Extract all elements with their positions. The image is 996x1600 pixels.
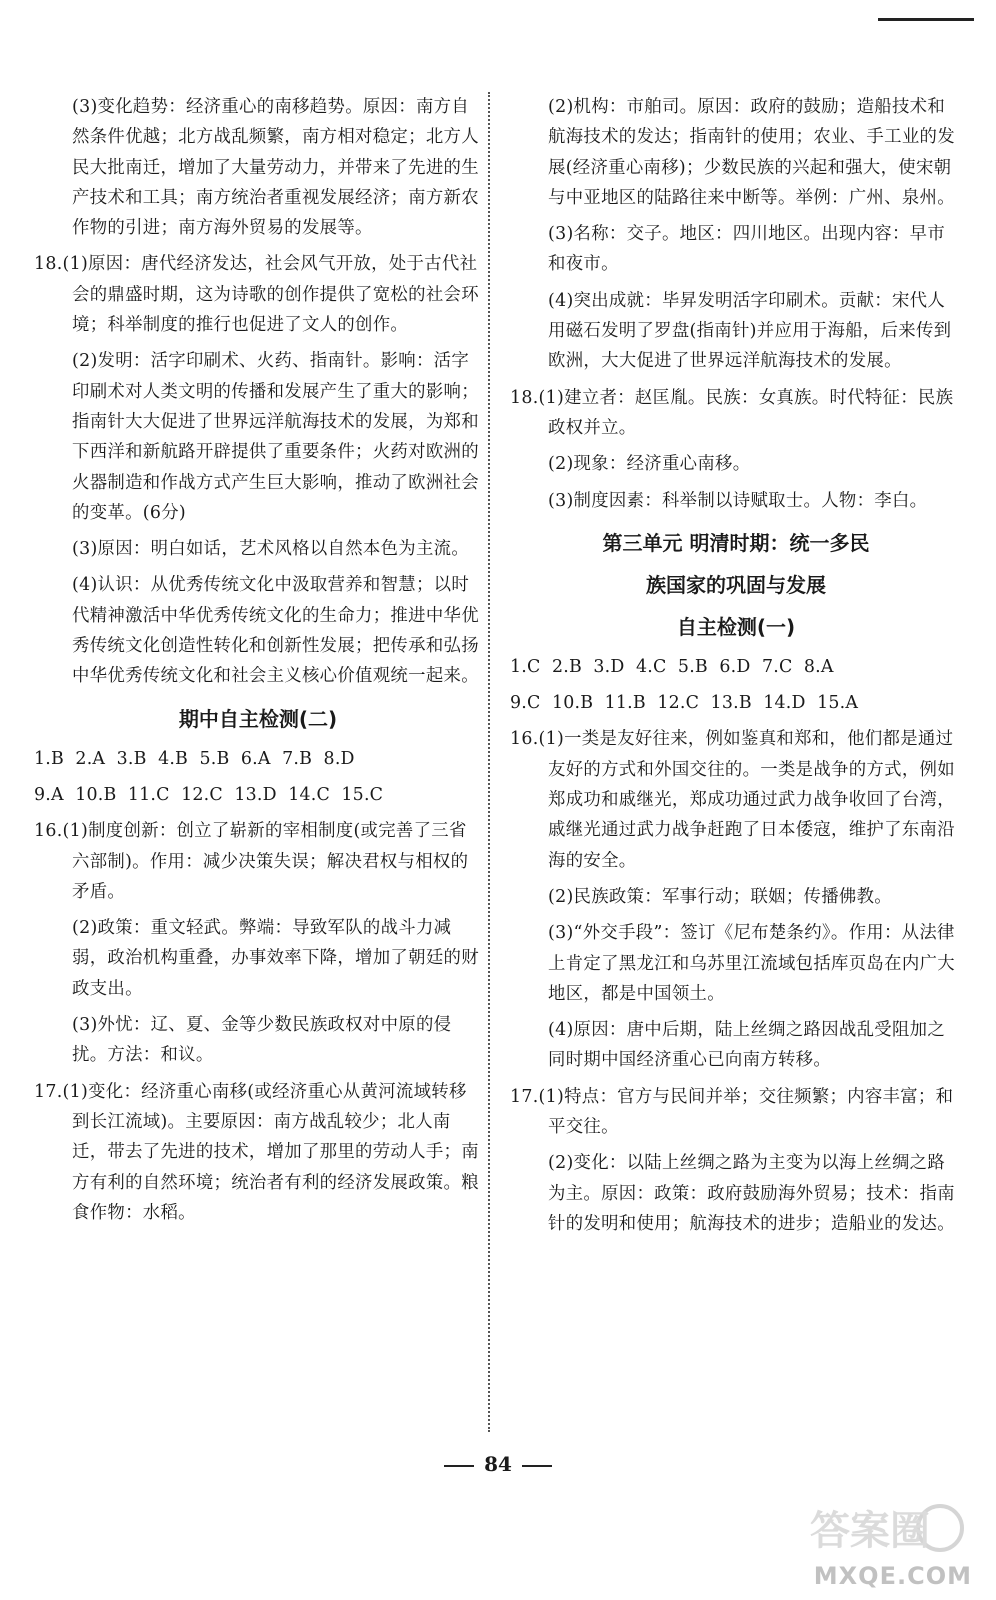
page-number-text: 84: [484, 1452, 512, 1476]
answer-key-row: 9.C 10.B 11.B 12.C 13.B 14.D 15.A: [510, 693, 859, 714]
section-heading: 期中自主检测(二): [178, 706, 338, 731]
sub-answer: (2)政策：重文轻武。弊端：导致军队的战斗力减弱，政治机构重叠，办事效率下降，增加了朝廷的财政支出。: [72, 918, 479, 999]
right-column: [510, 92, 962, 1245]
sub-answer: (2)民族政策：军事行动；联姻；传播佛教。: [548, 886, 892, 907]
section-heading: 族国家的巩固与发展: [646, 572, 826, 597]
column-divider: [488, 92, 490, 1432]
left-column: [34, 92, 482, 1234]
watermark-url: MXQE.COM: [813, 1562, 972, 1590]
top-rule: [878, 18, 974, 21]
page-number-dash-left: [444, 1465, 474, 1467]
question-answer: 17.(1)特点：官方与民间并举；交往频繁；内容丰富；和平交往。: [510, 1086, 954, 1138]
sub-answer: (3)名称：交子。地区：四川地区。出现内容：早市和夜市。: [548, 224, 946, 275]
question-answer: 18.(1)原因：唐代经济发达，社会风气开放，处于古代社会的鼎盛时期，这为诗歌的创作提供了宽松的社会环境；科举制度的推行也促进了文人的创作。: [34, 254, 479, 336]
answer-key-row: 1.B 2.A 3.B 4.B 5.B 6.A 7.B 8.D: [34, 748, 355, 769]
sub-answer: (4)原因：唐中后期，陆上丝绸之路因战乱受阻加之同时期中国经济重心已向南方转移。: [548, 1020, 946, 1071]
question-answer: 16.(1)制度创新：创立了崭新的宰相制度(或完善了三省六部制)。作用：减少决策失误；解决君权与相权的矛盾。: [34, 821, 469, 902]
sub-answer: (3)变化趋势：经济重心的南移趋势。原因：南方自然条件优越；北方战乱频繁，南方相对稳定；北方人民大批南迁，增加了大量劳动力，并带来了先进的生产技术和工具；南方统治者重视发展经济；南方新农作物的引进；南方海外贸易的发展等。: [72, 97, 479, 239]
sub-answer: (4)突出成就：毕昇发明活字印刷术。贡献：宋代人用磁石发明了罗盘(指南针)并应用于海船，后来传到欧洲，大大促进了世界远洋航海技术的发展。: [548, 290, 952, 372]
question-answer: 16.(1)一类是友好往来，例如鉴真和郑和，他们都是通过友好的方式和外国交往的。一类是战争的方式，例如郑成功和戚继光，郑成功通过武力战争收回了台湾，戚继光通过武力战争赶跑了日本倭寇，维护了东南沿海的安全。: [510, 729, 955, 871]
question-answer: 18.(1)建立者：赵匡胤。民族：女真族。时代特征：民族政权并立。: [510, 387, 954, 438]
sub-answer: (2)现象：经济重心南移。: [548, 454, 751, 475]
sub-answer: (2)变化：以陆上丝绸之路为主变为以海上丝绸之路为主。原因：政策：政府鼓励海外贸易；技术：指南针的发明和使用；航海技术的进步；造船业的发达。: [548, 1153, 955, 1234]
answer-key-row: 1.C 2.B 3.D 4.C 5.B 6.D 7.C 8.A: [510, 656, 834, 677]
sub-answer: (3)“外交手段”：签订《尼布楚条约》。作用：从法律上肯定了黑龙江和乌苏里江流域包括库页岛在内广大地区，都是中国领土。: [548, 923, 955, 1004]
sub-answer: (3)原因：明白如话，艺术风格以自然本色为主流。: [72, 539, 470, 560]
sub-answer: (3)制度因素：科举制以诗赋取士。人物：李白。: [548, 490, 928, 511]
sub-answer: (3)外忧：辽、夏、金等少数民族政权对中原的侵扰。方法：和议。: [72, 1015, 452, 1066]
watermark-brand: 答案圈: [810, 1508, 930, 1554]
page-number-dash-right: [522, 1465, 552, 1467]
sub-answer: (2)发明：活字印刷术、火药、指南针。影响：活字印刷术对人类文明的传播和发展产生了重大的影响；指南针大大促进了世界远洋航海技术的发展，为郑和下西洋和新航路开辟提供了重要条件；火药对欧洲的火器制造和作战方式产生巨大影响，推动了欧洲社会的变革。(6分): [72, 351, 479, 523]
answer-key-row: 9.A 10.B 11.C 12.C 13.D 14.C 15.C: [34, 784, 384, 805]
section-heading: 自主检测(一): [676, 614, 796, 639]
question-answer: 17.(1)变化：经济重心南移(或经济重心从黄河流域转移到长江流域)。主要原因：南方战乱较少；北人南迁，带去了先进的技术，增加了那里的劳动人手；南方有利的自然环境；统治者有利的经济发展政策。粮食作物：水稻。: [34, 1081, 479, 1223]
sub-answer: (4)认识：从优秀传统文化中汲取营养和智慧；以时代精神激活中华优秀传统文化的生命力；推进中华优秀传统文化创造性转化和创新性发展；把传承和弘扬中华优秀传统文化和社会主义核心价值观统一起来。: [72, 575, 479, 687]
sub-answer: (2)机构：市舶司。原因：政府的鼓励；造船技术和航海技术的发达；指南针的使用；农业、手工业的发展(经济重心南移)；少数民族的兴起和强大，使宋朝与中亚地区的陆路往来中断等。举例：广州、泉州。: [548, 97, 955, 208]
section-heading: 第三单元 明清时期：统一多民: [602, 530, 870, 555]
page-number: [0, 1452, 996, 1476]
